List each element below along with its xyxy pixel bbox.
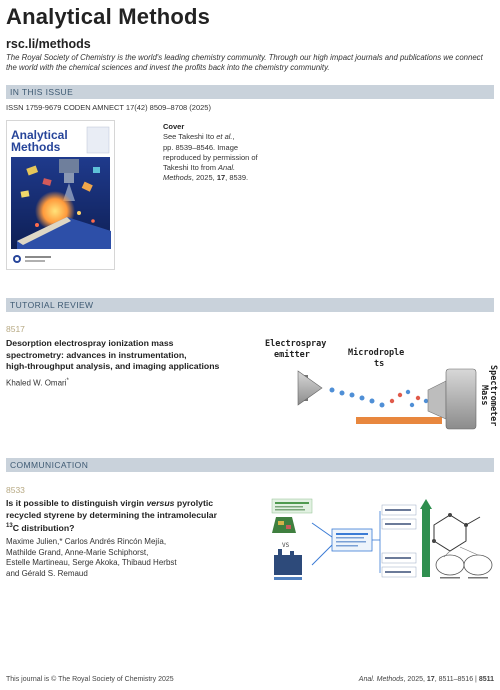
journal-title: Analytical Methods [6,4,211,29]
cover-line-3: reproduced by permission of [163,152,258,162]
virgin-plant [274,555,302,575]
section-header-tutorial-review: TUTORIAL REVIEW [6,298,494,312]
tutorial-toc-graphic[interactable] [262,335,496,445]
sample-surface [356,417,442,424]
issn-line: ISSN 1759-9679 CODEN AMNECT 17(42) 8509–8708 (2025) [6,103,211,112]
tutorial-article-title[interactable]: Desorption electrospray ionization mass spectrometry: advances in instrumentation, high-throughput analysis, and imaging applications [6,338,220,371]
section-header-communication: COMMUNICATION [6,458,494,472]
label-microdroplets-2: ts [374,359,385,369]
ms-inlet [428,381,446,419]
cover-illustration [7,121,114,269]
cover-image[interactable] [6,120,115,270]
cover-line-2: pp. 8539–8546. Image [163,142,239,152]
tutorial-page-number[interactable]: 8517 [6,324,25,334]
label-microdroplets: Microdrople [348,348,405,358]
emitter-cone [298,371,322,405]
method-box [332,529,372,551]
communication-authors: Maxime Julien,* Carlos Andrés Rincón Mejía, Mathilde Grand, Anne-Marie Schiphorst, Estelle Martineau, Serge Akoka, Thibaud Herbst and Gérald S. Remaud [6,537,177,578]
label-mass: Mass [479,385,489,406]
cover-title-line2: Methods [11,140,61,154]
label-electrospray: Electrospray [265,339,327,349]
communication-page-number[interactable]: 8533 [6,485,25,495]
section-header-in-this-issue: IN THIS ISSUE [6,85,494,99]
journal-url[interactable]: rsc.li/methods [6,37,91,51]
cover-title-line1: Analytical [11,128,68,142]
cover-label: Cover [163,122,185,131]
mass-spectrometer-body [446,369,476,429]
journal-tagline: The Royal Society of Chemistry is the world's leading chemistry community. Through our high impact journals and publications we connect the world with the chemical sciences and invest the profits back into the chemistry community. [6,53,483,72]
label-emitter: emitter [274,350,310,360]
communication-article-title[interactable]: Is it possible to distinguish virgin versus pyrolytic recycled styrene by determining the intramolecular $^{13}$C distribution? [6,498,217,533]
cover-line-4: Takeshi Ito from Anal. [163,163,236,173]
footer-copyright: This journal is © The Royal Society of Chemistry 2025 [6,676,174,683]
label-spectrometer: Spectrometer [488,365,498,427]
scale-bar [422,507,430,577]
cover-line-5: Methods, 2025, 17, 8539. [163,173,249,183]
communication-toc-graphic[interactable] [270,497,494,583]
label-vs: VS [282,542,290,549]
tutorial-authors: Khaled W. Omari* [6,378,69,388]
footer-citation: Anal. Methods, 2025, 17, 8511–8516 | 8511 [358,676,494,683]
cover-description [163,122,283,184]
cover-line-1: See Takeshi Ito et al., [163,132,235,142]
